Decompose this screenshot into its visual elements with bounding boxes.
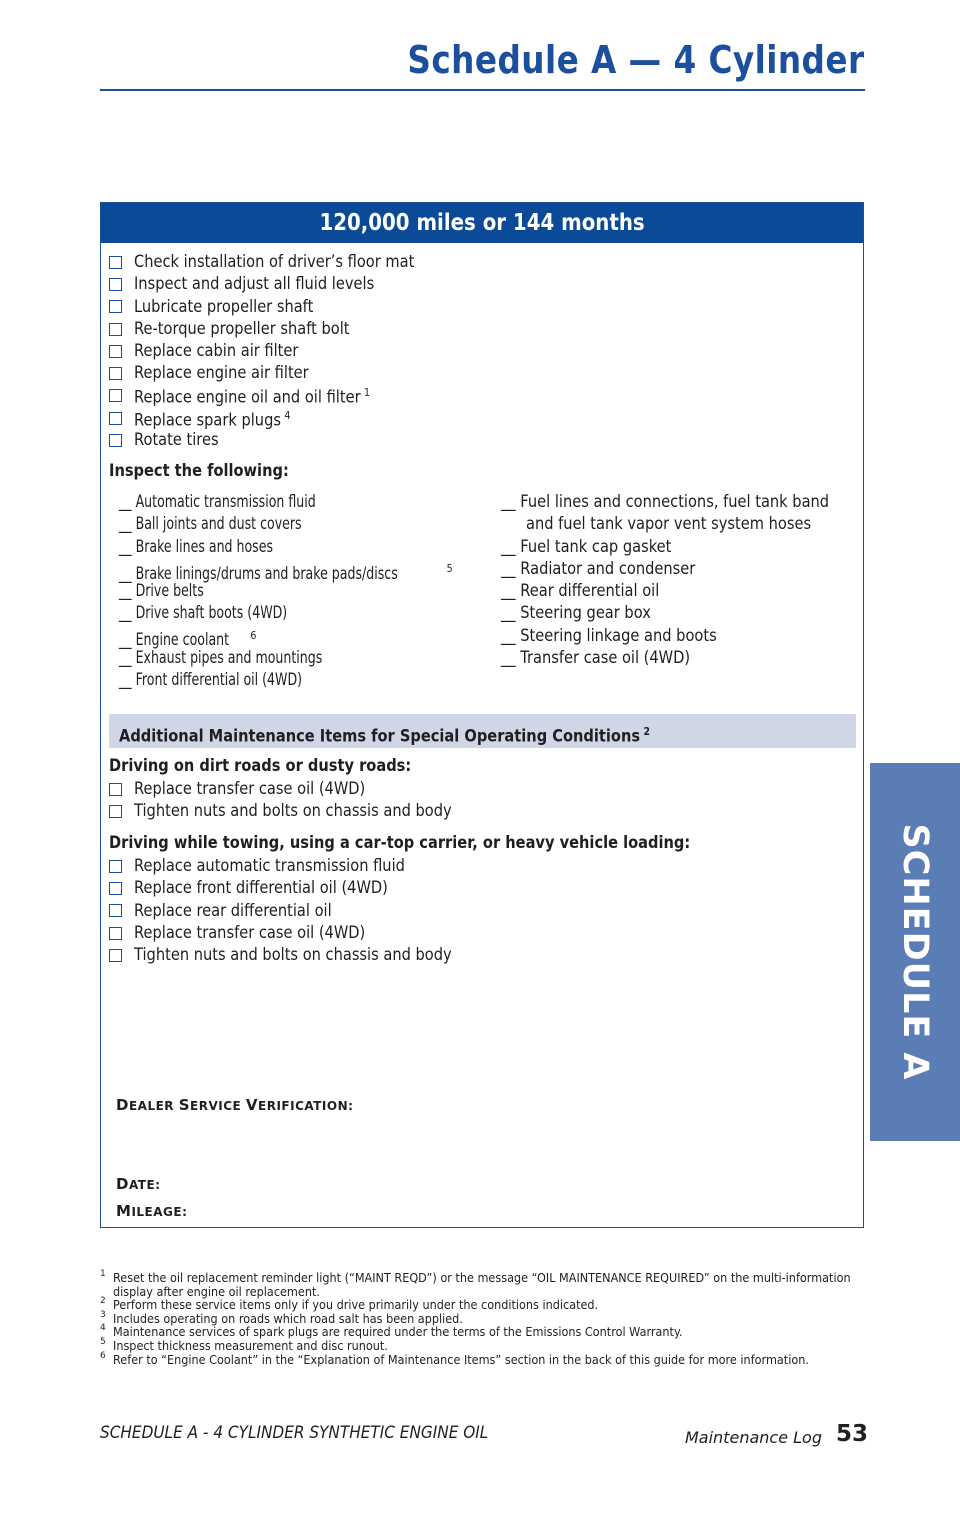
additional-band: [109, 714, 856, 748]
checkbox-icon[interactable]: [109, 927, 122, 940]
list-item: __ Brake linings/drums and brake pads/discs $^5$: [119, 561, 453, 584]
checkbox-icon[interactable]: [109, 389, 122, 402]
title-rule: [100, 89, 865, 91]
footnotes: [100, 1271, 870, 1366]
list-item: [109, 340, 460, 362]
list-item: Replace front differential oil (4WD): [109, 877, 503, 899]
footer-section-label: Maintenance Log: [685, 1428, 822, 1447]
footnote-ref: 1: [364, 386, 371, 400]
list-item: [109, 385, 460, 407]
list-item: [109, 407, 460, 429]
list-item: __ Transfer case oil (4WD): [501, 648, 691, 669]
footnote-ref: 4: [284, 408, 291, 422]
list-item: __ Front differential oil (4WD): [119, 670, 303, 691]
item-text: Replace spark plugs: [134, 410, 281, 431]
checkbox-icon[interactable]: [109, 882, 122, 895]
list-item: __ Drive shaft boots (4WD): [119, 603, 288, 624]
checkbox-icon[interactable]: [109, 434, 122, 447]
checkbox-icon[interactable]: [109, 783, 122, 796]
checkbox-icon[interactable]: [109, 256, 122, 269]
footnote: 4 Maintenance services of spark plugs are required under the terms of the Emissions Control Warranty.: [100, 1323, 683, 1340]
list-item: __ Exhaust pipes and mountings: [119, 648, 323, 669]
list-item: and fuel tank vapor vent system hoses: [526, 514, 812, 535]
dirt-checklist: [109, 778, 503, 823]
list-item: __ Steering gear box: [501, 603, 651, 624]
towing-checklist: [109, 855, 503, 966]
inspect-right-column: [501, 491, 883, 669]
list-item: __ Fuel lines and connections, fuel tank band: [501, 492, 830, 512]
item-text: Rotate tires: [134, 430, 219, 451]
checkbox-icon[interactable]: [109, 367, 122, 380]
checkbox-icon[interactable]: [109, 805, 122, 818]
interval-header: [101, 203, 863, 243]
footnote: 5 Inspect thickness measurement and disc runout.: [100, 1336, 388, 1353]
dirt-heading: Driving on dirt roads or dusty roads:: [109, 756, 412, 776]
list-item: Tighten nuts and bolts on chassis and body: [109, 944, 503, 966]
item-text: Check installation of driver’s floor mat: [134, 252, 415, 272]
checkbox-icon[interactable]: [109, 860, 122, 873]
item-text: Replace engine air filter: [134, 363, 309, 384]
list-item: Tighten nuts and bolts on chassis and body: [109, 800, 503, 822]
inspect-heading: Inspect the following:: [109, 461, 289, 481]
list-item: [109, 429, 460, 451]
inspect-left-column: [119, 491, 507, 692]
list-item: [109, 296, 460, 318]
item-text: Replace cabin air filter: [134, 341, 299, 362]
checkbox-icon[interactable]: [109, 323, 122, 336]
footnote: 3 Includes operating on roads which road salt has been applied.: [100, 1309, 463, 1326]
list-item: [109, 251, 460, 273]
list-item: __ Radiator and condenser: [501, 558, 696, 579]
item-text: Inspect and adjust all fluid levels: [134, 274, 375, 295]
list-item: __ Drive belts: [119, 581, 204, 602]
list-item: __ Steering linkage and boots: [501, 625, 717, 646]
list-item: [109, 318, 460, 340]
checkbox-icon[interactable]: [109, 904, 122, 917]
additional-heading: Additional Maintenance Items for Special Operating Conditions $^2$: [119, 725, 651, 747]
page-title: Schedule A — 4 Cylinder: [407, 38, 865, 82]
list-item: __ Rear differential oil: [501, 581, 660, 602]
item-text: Replace engine oil and oil filter: [134, 388, 361, 409]
list-item: __ Engine coolant $^6$: [119, 628, 257, 651]
footnote: 6 Refer to “Engine Coolant” in the “Explanation of Maintenance Items” section in the back of this guide for more information.: [100, 1350, 809, 1367]
list-item: Replace automatic transmission fluid: [109, 855, 503, 877]
footnote: 1 Reset the oil replacement reminder light (“MAINT REQD”) or the message “OIL MAINTENANCE REQUIRED” on the multi-information display after engine oil replacement.: [100, 1269, 851, 1299]
schedule-box: [100, 202, 864, 1228]
item-text: Lubricate propeller shaft: [134, 296, 314, 317]
list-item: __ Automatic transmission fluid: [119, 492, 316, 512]
date-label: DATE:: [116, 1175, 161, 1193]
towing-heading: Driving while towing, using a car-top carrier, or heavy vehicle loading:: [109, 833, 691, 853]
checkbox-icon[interactable]: [109, 345, 122, 358]
checkbox-icon[interactable]: [109, 300, 122, 313]
side-tab: [870, 763, 960, 1141]
checkbox-icon[interactable]: [109, 412, 122, 425]
list-item: Replace rear differential oil: [109, 900, 503, 922]
list-item: __ Fuel tank cap gasket: [501, 536, 672, 557]
checkbox-icon[interactable]: [109, 278, 122, 291]
mileage-label: MILEAGE:: [116, 1202, 188, 1220]
dealer-verification-label: DEALER SERVICE VERIFICATION:: [116, 1096, 354, 1114]
footnote: 2 Perform these service items only if you drive primarily under the conditions indicated.: [100, 1296, 599, 1313]
interval-label: 120,000 miles or 144 months: [319, 210, 645, 236]
item-text: Re-torque propeller shaft bolt: [134, 318, 350, 339]
list-item: __ Brake lines and hoses: [119, 536, 274, 557]
list-item: __ Ball joints and dust covers: [119, 514, 302, 535]
list-item: [109, 362, 460, 384]
footer-schedule-label: SCHEDULE A - 4 CYLINDER SYNTHETIC ENGINE OIL: [100, 1423, 489, 1443]
page-number: 53: [836, 1421, 869, 1447]
list-item: Replace transfer case oil (4WD): [109, 922, 503, 944]
side-tab-label: SCHEDULE A: [895, 823, 935, 1081]
checklist: [109, 251, 460, 452]
list-item: Replace transfer case oil (4WD): [109, 778, 503, 800]
checkbox-icon[interactable]: [109, 949, 122, 962]
list-item: [109, 273, 460, 295]
